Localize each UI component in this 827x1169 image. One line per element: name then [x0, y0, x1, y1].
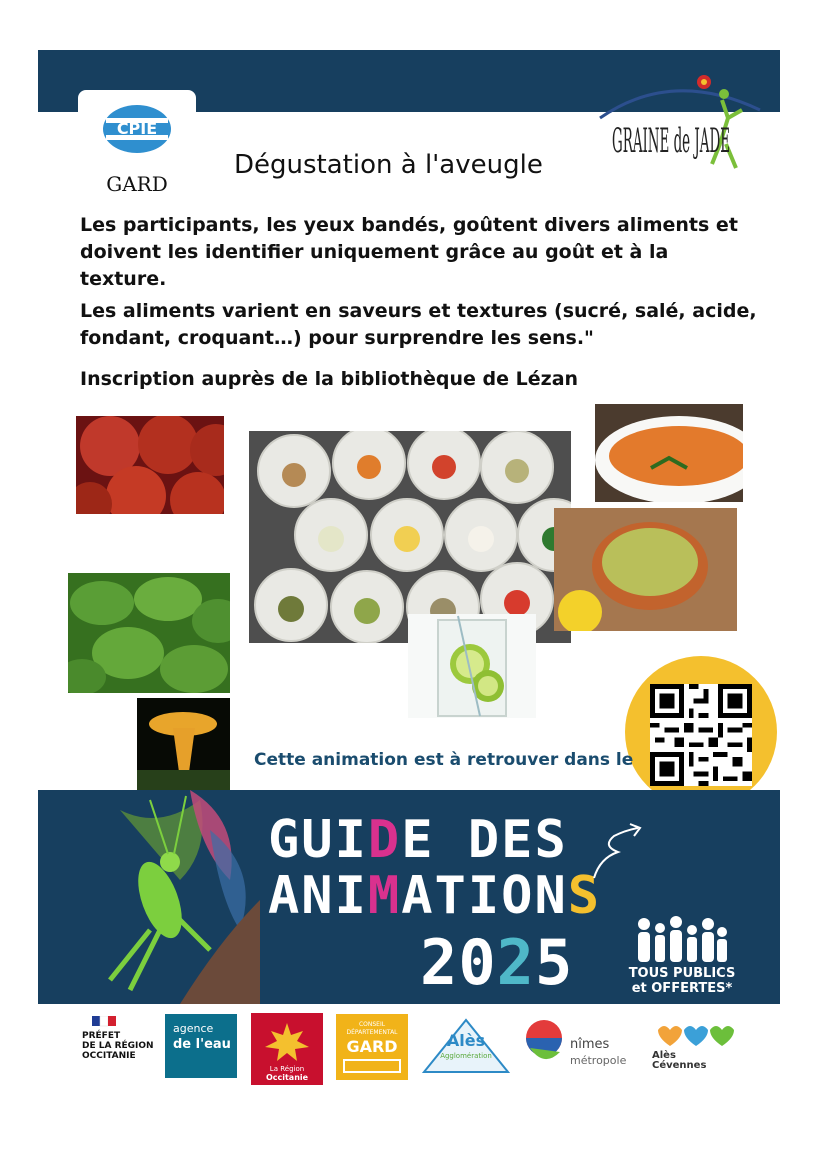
- page-title: Dégustation à l'aveugle: [234, 150, 543, 180]
- region-line: La Région: [269, 1065, 305, 1073]
- description-paragraph-2: Les aliments varient en saveurs et textures (sucré, salé, acide, fondant, croquant…) pour surprendre les sens.": [80, 300, 757, 349]
- guide-title-line-2: [268, 866, 601, 926]
- agence-de-leau-logo: [165, 1014, 237, 1078]
- ales-line: Agglomération: [440, 1052, 492, 1060]
- guide-title-part: D: [367, 810, 402, 870]
- arrow-icon: [590, 822, 646, 882]
- qr-code[interactable]: [650, 684, 752, 786]
- agence-eau-line: agence: [173, 1022, 214, 1035]
- people-group-icon: [636, 912, 728, 964]
- tasting-cups-photo: [249, 431, 571, 643]
- ales-cevennes-logo: [648, 1020, 752, 1070]
- guide-year-part: 5: [534, 926, 574, 999]
- lime-water-glass-photo: [408, 614, 536, 718]
- agence-eau-line: de l'eau: [173, 1037, 231, 1052]
- region-occitanie-logo: [251, 1013, 323, 1085]
- tous-publics-line-2: et OFFERTES*: [631, 981, 733, 996]
- guide-year: [420, 926, 573, 999]
- chanterelle-mushroom-photo: [137, 698, 230, 790]
- guide-title-part: E DES: [401, 810, 568, 870]
- apples-photo: [76, 416, 224, 514]
- nimes-metropole-logo: [524, 1018, 634, 1072]
- cpie-logo-text: CPIE: [116, 119, 158, 138]
- guide-title-line-1: [268, 810, 568, 870]
- gard-line: GARD: [346, 1037, 398, 1056]
- tous-publics-line-1: TOUS PUBLICS: [628, 966, 736, 981]
- region-line: Occitanie: [265, 1073, 309, 1082]
- grasshopper-illustration: [90, 790, 260, 1004]
- nimes-line: nîmes: [570, 1037, 610, 1052]
- graine-de-jade-logo: [592, 72, 762, 200]
- gard-line: CONSEIL: [358, 1021, 386, 1028]
- lentil-salad-photo: [554, 508, 737, 631]
- prefet-occitanie-logo: [82, 1016, 154, 1086]
- tous-publics-label: [626, 966, 738, 996]
- ales-agglomeration-logo: [420, 1016, 512, 1076]
- ales-cevennes-line: Alès: [652, 1050, 676, 1061]
- guide-title-part: ATION: [401, 866, 568, 926]
- retrouver-text: Cette animation est à retrouver dans le: [254, 750, 634, 770]
- guide-title-part: S: [567, 866, 602, 926]
- gard-line: DÉPARTEMENTAL: [346, 1029, 398, 1036]
- nimes-line: métropole: [570, 1054, 627, 1067]
- soup-bowl-photo: [595, 404, 743, 502]
- guide-title-part: GUI: [268, 810, 368, 870]
- guide-year-part: 20: [420, 926, 497, 999]
- graine-logo-text: GRAINE de JADE: [612, 121, 730, 161]
- prefet-line: OCCITANIE: [82, 1051, 136, 1061]
- inscription-text: Inscription auprès de la bibliothèque de Lézan: [80, 368, 579, 390]
- guide-title-part: ANI: [268, 866, 368, 926]
- description-paragraph-1: Les participants, les yeux bandés, goûtent divers aliments et doivent les identifier uniquement grâce au goût et à la texture.: [80, 214, 738, 290]
- mint-leaves-photo: [68, 573, 230, 693]
- guide-year-part: 2: [496, 926, 535, 999]
- guide-title-part: M: [367, 866, 402, 926]
- ales-line: Alès: [446, 1031, 486, 1050]
- prefet-line: PRÉFET: [82, 1031, 121, 1041]
- departement-gard-logo: [336, 1014, 408, 1080]
- prefet-line: DE LA RÉGION: [82, 1041, 154, 1051]
- ales-cevennes-line: Cévennes: [652, 1060, 707, 1070]
- cpie-place: GARD: [106, 172, 168, 196]
- cpie-logo: [100, 104, 174, 154]
